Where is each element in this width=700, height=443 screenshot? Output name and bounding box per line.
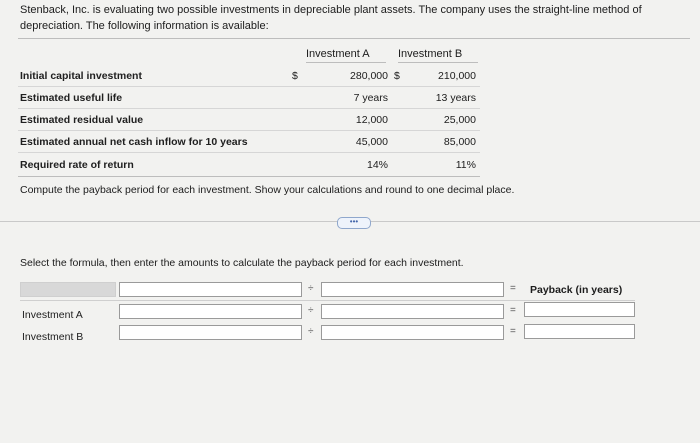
formula-row-label-a: Investment A [22,309,83,321]
investment-a-divisor-input[interactable] [321,304,504,319]
investment-b-result-field[interactable] [525,329,634,342]
value-b: 85,000 [443,136,476,148]
equals-sign: = [510,283,516,294]
value-a: 14% [366,159,388,171]
row-divider [18,86,480,87]
value-b: 11% [455,159,476,171]
row-label: Estimated residual value [20,114,144,126]
investment-a-dividend-input[interactable] [119,304,302,319]
value-b: 210,000 [438,70,476,82]
col-header-a: Investment A [306,48,370,60]
investment-b-dividend-field[interactable] [120,330,301,343]
result-header: Payback (in years) [530,284,623,296]
divide-sign: ÷ [308,305,314,316]
equals-sign: = [510,326,516,337]
value-a: 45,000 [355,136,388,148]
row-label-header-cell [20,282,116,297]
investment-b-dividend-input[interactable] [119,325,302,340]
divisor-formula-select[interactable] [321,282,504,297]
table-bottom-divider [18,176,480,177]
investment-b-divisor-field[interactable] [322,330,503,343]
divide-sign: ÷ [308,326,314,337]
value-b: 13 years [435,92,476,104]
currency-sign: $ [394,70,400,82]
row-divider [18,152,480,153]
col-underline-b [398,62,478,63]
formula-row-label-b: Investment B [22,331,84,343]
formula-instruction: Select the formula, then enter the amounts to calculate the payback period for each investment. [20,257,464,269]
divide-sign: ÷ [308,283,314,294]
dividend-formula-select[interactable] [119,282,302,297]
divider [18,38,690,39]
formula-divider [20,300,635,301]
value-a: 280,000 [350,70,388,82]
currency-sign: $ [292,70,298,82]
value-b: 25,000 [443,114,476,126]
investment-b-result-input[interactable] [524,324,635,339]
row-label: Required rate of return [20,159,134,171]
investment-a-result-field[interactable] [525,307,634,320]
row-label: Estimated useful life [20,92,123,104]
col-underline-a [306,62,386,63]
value-a: 7 years [353,92,388,104]
col-header-b: Investment B [398,48,463,60]
question-text: Compute the payback period for each investment. Show your calculations and round to one decimal place. [20,184,515,196]
problem-intro: Stenback, Inc. is evaluating two possible investments in depreciable plant assets. The company uses the straight-line method of depreciation. The following information is available: [20,4,642,32]
row-divider [18,108,480,109]
investment-a-result-input[interactable] [524,302,635,317]
value-a: 12,000 [355,114,388,126]
row-label: Initial capital investment [20,70,142,82]
investment-b-divisor-input[interactable] [321,325,504,340]
row-divider [18,130,480,131]
row-label: Estimated annual net cash inflow for 10 years [20,136,248,148]
investment-a-dividend-field[interactable] [120,309,301,322]
equals-sign: = [510,305,516,316]
show-more-button[interactable]: ••• [337,217,371,229]
investment-a-divisor-field[interactable] [322,309,503,322]
